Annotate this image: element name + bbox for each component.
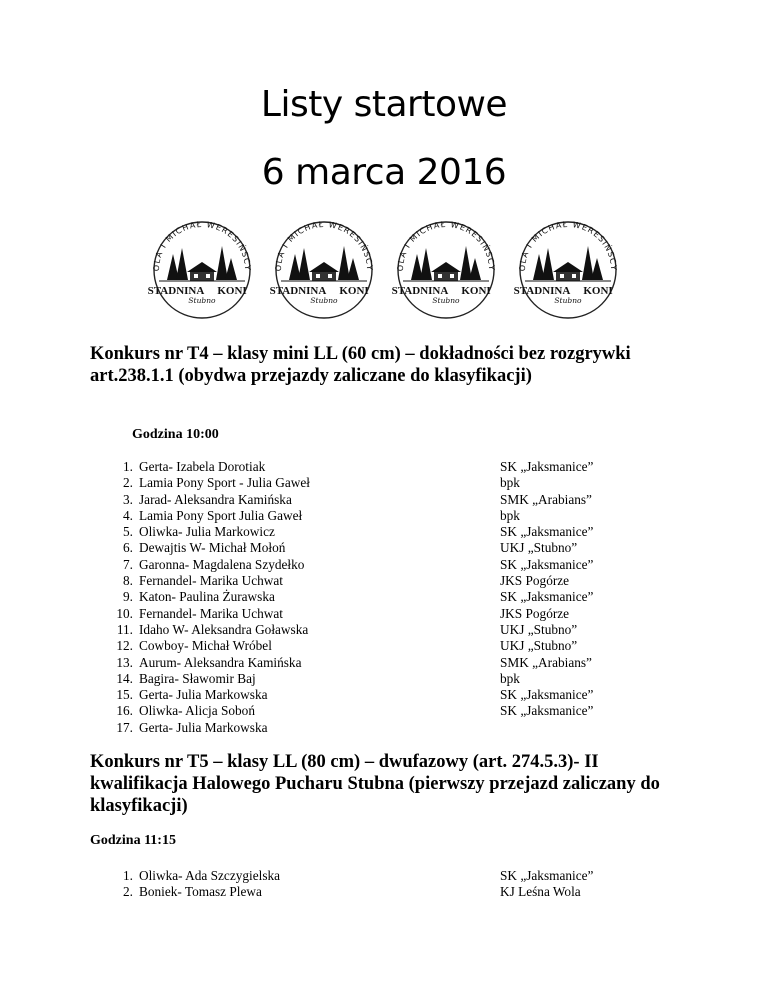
entry-horse-rider: Fernandel- Marika Uchwat: [139, 573, 283, 589]
entry-number: 6.: [123, 540, 133, 556]
entry-horse-rider: Garonna- Magdalena Szydełko: [139, 556, 305, 572]
start-list-entry: [109, 638, 669, 654]
entry-horse-rider: Oliwka- Julia Markowicz: [139, 524, 275, 540]
entry-horse-rider: Gerta- Julia Markowska: [139, 687, 268, 703]
entry-club: SMK „Arabians”: [500, 654, 592, 670]
stadnina-logo: [511, 218, 625, 324]
start-list-entry: [109, 655, 669, 671]
entry-number: 11.: [116, 621, 133, 637]
logo-name-right: KONI: [461, 285, 491, 297]
entry-number: 5.: [123, 524, 133, 540]
entry-club: bpk: [500, 670, 520, 686]
logo-place: Stubno: [188, 296, 216, 305]
start-list-entry: [109, 573, 669, 589]
logo-name-left: STADNINA: [147, 285, 205, 297]
logo-arc-text: OLA I MICHAŁ WERESIŃSCY: [273, 219, 375, 272]
entry-horse-rider: Lamia Pony Sport - Julia Gaweł: [139, 475, 310, 491]
entry-horse-rider: Oliwka- Alicja Soboń: [139, 703, 255, 719]
entry-club: JKS Pogórze: [500, 605, 570, 621]
start-list-entry: [109, 524, 669, 540]
stadnina-logo: [267, 218, 381, 324]
entry-horse-rider: Oliwka- Ada Szczygielska: [139, 868, 281, 883]
start-list-entry: [109, 508, 669, 524]
start-list-entry: [109, 687, 669, 703]
logo-strip: [145, 218, 625, 324]
entry-horse-rider: Aurum- Aleksandra Kamińska: [139, 654, 302, 670]
logo-name-left: STADNINA: [513, 285, 571, 297]
page-title: Listy startowe: [260, 84, 508, 125]
logo-arc-text: OLA I MICHAŁ WERESIŃSCY: [151, 219, 253, 272]
start-list-entry: [109, 475, 669, 491]
entry-horse-rider: Boniek- Tomasz Plewa: [139, 884, 262, 900]
start-list-entry: [109, 720, 669, 736]
entry-number: 17.: [116, 719, 133, 735]
logo-name-right: KONI: [217, 285, 247, 297]
start-list-entry: [109, 492, 669, 508]
start-list-entry: [109, 557, 669, 573]
start-list-entry: [109, 540, 669, 556]
entry-horse-rider: Idaho W- Aleksandra Goławska: [139, 621, 309, 637]
logo-name-right: KONI: [583, 285, 613, 297]
page-date: 6 marca 2016: [261, 152, 507, 193]
entry-club: UKJ „Stubno”: [500, 621, 578, 637]
start-list-entry: [109, 606, 669, 622]
entry-number: 14.: [116, 670, 133, 686]
start-list-t4: [109, 459, 669, 736]
entry-number: 12.: [116, 638, 133, 654]
entry-club: SK „Jaksmanice”: [500, 868, 594, 883]
entry-club: bpk: [500, 507, 520, 523]
stadnina-logo: [389, 218, 503, 324]
logo-place: Stubno: [310, 296, 338, 305]
entry-club: SK „Jaksmanice”: [500, 589, 594, 605]
entry-number: 10.: [116, 605, 133, 621]
stadnina-logo: [145, 218, 259, 324]
logo-name-left: STADNINA: [269, 285, 327, 297]
entry-number: 1.: [123, 868, 133, 883]
entry-horse-rider: Dewajtis W- Michał Mołoń: [139, 540, 286, 556]
entry-horse-rider: Lamia Pony Sport Julia Gaweł: [139, 507, 303, 523]
entry-club: SK „Jaksmanice”: [500, 703, 594, 719]
entry-club: SMK „Arabians”: [500, 491, 592, 507]
entry-number: 2.: [123, 475, 133, 491]
entry-number: 16.: [116, 703, 133, 719]
competition-heading-t5: Konkurs nr T5 – klasy LL (80 cm) – dwufazowy (art. 274.5.3)- II kwalifikacja Halowego Pucharu Stubna (pierwszy przejazd zaliczany do klasyfikacji): [90, 752, 660, 816]
start-list-entry: [109, 589, 669, 605]
house-icon: [431, 262, 461, 281]
entry-number: 7.: [123, 556, 133, 572]
entry-number: 13.: [116, 654, 133, 670]
entry-horse-rider: Fernandel- Marika Uchwat: [139, 605, 283, 621]
entry-club: JKS Pogórze: [500, 573, 570, 589]
entry-horse-rider: Cowboy- Michał Wróbel: [139, 638, 272, 654]
entry-club: bpk: [500, 475, 520, 491]
start-list-entry: [109, 459, 669, 475]
logo-place: Stubno: [432, 296, 460, 305]
entry-horse-rider: Bagira- Sławomir Baj: [139, 670, 256, 686]
start-list-entry: [109, 622, 669, 638]
entry-horse-rider: Jarad- Aleksandra Kamińska: [139, 491, 292, 507]
start-time-t5: Godzina 11:15: [90, 833, 176, 848]
logo-name-left: STADNINA: [391, 285, 449, 297]
start-time-t4: Godzina 10:00: [132, 427, 219, 442]
start-list-entry: [109, 884, 669, 900]
entry-horse-rider: Gerta- Izabela Dorotiak: [139, 459, 266, 474]
entry-club: SK „Jaksmanice”: [500, 524, 594, 540]
logo-name-right: KONI: [339, 285, 369, 297]
entry-horse-rider: Katon- Paulina Żurawska: [139, 589, 275, 605]
entry-club: SK „Jaksmanice”: [500, 687, 594, 703]
house-icon: [309, 262, 339, 281]
entry-number: 3.: [123, 491, 133, 507]
start-list-entry: [109, 868, 669, 884]
entry-club: SK „Jaksmanice”: [500, 459, 594, 474]
entry-number: 8.: [123, 573, 133, 589]
start-list-entry: [109, 703, 669, 719]
entry-number: 1.: [123, 459, 133, 474]
start-list-t5: [109, 868, 669, 901]
logo-arc-text: OLA I MICHAŁ WERESIŃSCY: [517, 219, 619, 272]
logo-place: Stubno: [554, 296, 582, 305]
entry-club: SK „Jaksmanice”: [500, 556, 594, 572]
entry-number: 2.: [123, 884, 133, 900]
entry-club: KJ Leśna Wola: [500, 884, 581, 900]
house-icon: [187, 262, 217, 281]
start-list-entry: [109, 671, 669, 687]
house-icon: [553, 262, 583, 281]
logo-arc-text: OLA I MICHAŁ WERESIŃSCY: [395, 219, 497, 272]
entry-number: 4.: [123, 507, 133, 523]
entry-number: 9.: [123, 589, 133, 605]
entry-horse-rider: Gerta- Julia Markowska: [139, 719, 268, 735]
entry-number: 15.: [116, 687, 133, 703]
competition-heading-t4: Konkurs nr T4 – klasy mini LL (60 cm) – dokładności bez rozgrywki art.238.1.1 (obydwa przejazdy zaliczane do klasyfikacji): [90, 344, 631, 386]
entry-club: UKJ „Stubno”: [500, 540, 578, 556]
entry-club: UKJ „Stubno”: [500, 638, 578, 654]
